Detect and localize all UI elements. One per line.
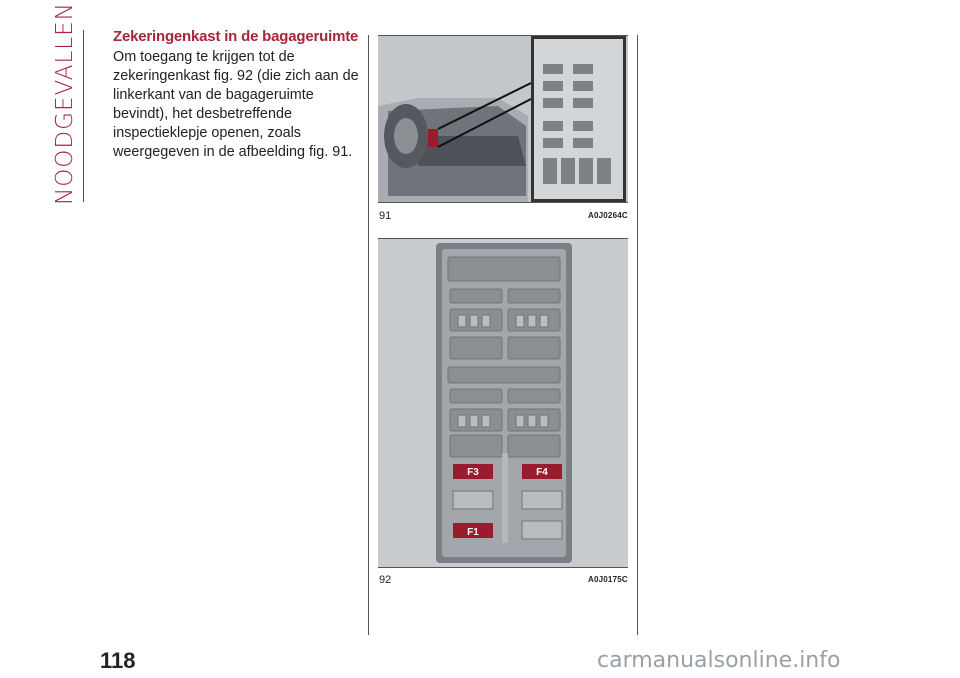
chapter-side-label: NOODGEVALLEN <box>52 2 78 205</box>
column-divider-left <box>368 35 369 635</box>
column-divider-right <box>637 35 638 635</box>
access-flap-highlight <box>428 129 438 147</box>
figure-92-code: A0J0175C <box>588 575 628 584</box>
fuse-f4 <box>522 464 562 479</box>
watermark: carmanualsonline.info <box>597 648 841 673</box>
chapter-side-rule <box>83 30 84 202</box>
section-heading: Zekeringenkast in de bagageruimte <box>113 28 359 45</box>
fuse-f3 <box>453 464 493 479</box>
fuse-f1-label: F1 <box>467 527 479 538</box>
figure-91-code: A0J0264C <box>588 211 628 220</box>
fuse-f1 <box>453 523 493 538</box>
section-body-text: Om toegang te krijgen tot de zekeringenkast fig. 92 (die zich aan de linkerkant van de bagageruimte bevindt), het desbetreffende inspectieklepje openen, zoals weergegeven in de afbeelding fig. 91. <box>113 49 359 160</box>
trunk-fuse-access-illustration <box>378 36 628 202</box>
figure-91-bottom-rule <box>378 202 628 203</box>
figure-92-image <box>378 239 628 567</box>
page-number: 118 <box>100 648 136 673</box>
fuse-f3-label: F3 <box>467 467 479 478</box>
figure-91-image <box>378 36 628 202</box>
figure-91-number: 91 <box>379 210 392 222</box>
figure-92-number: 92 <box>379 574 392 586</box>
figure-92-bottom-rule <box>378 567 628 568</box>
fuse-f4-label: F4 <box>536 467 548 478</box>
fuse-box-diagram <box>378 239 628 567</box>
